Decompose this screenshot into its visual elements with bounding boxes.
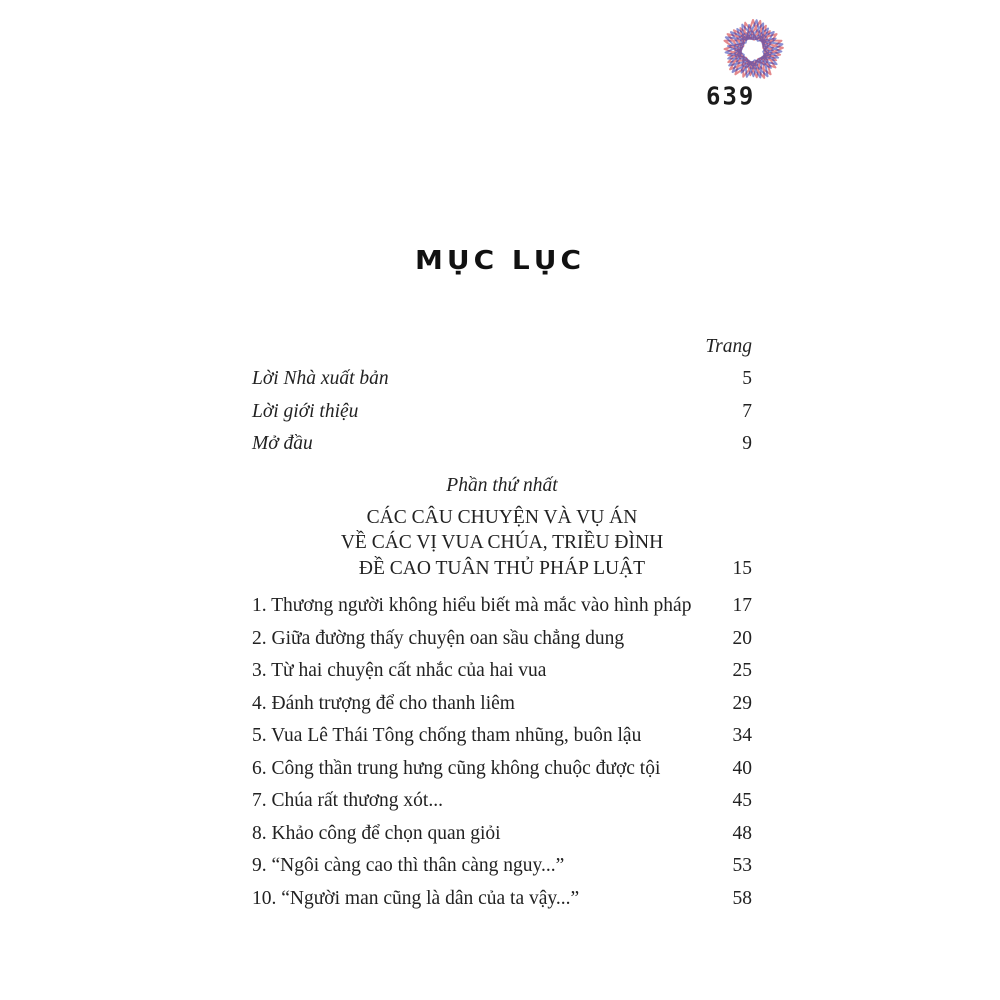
- toc-entry-page: 40: [732, 757, 752, 779]
- toc-entry-row: [252, 623, 752, 656]
- toc-entry-page: 25: [732, 660, 752, 681]
- toc-entry-page: 53: [732, 855, 752, 876]
- toc-entry-page: 34: [732, 725, 752, 746]
- toc-entry-row: [252, 753, 752, 786]
- toc-entry-row: [252, 785, 752, 818]
- toc-entry-label: 9. “Ngôi càng cao thì thân càng nguy...”: [252, 855, 565, 876]
- toc-entry-page: 20: [732, 627, 752, 649]
- section-title-line: VỀ CÁC VỊ VUA CHÚA, TRIỀU ĐÌNH: [340, 532, 664, 553]
- toc-entry-label: 6. Công thần trung hưng cũng không chuộc được tội: [252, 757, 661, 779]
- toc-entry-page: 29: [732, 692, 752, 714]
- toc-entry-page: 7: [742, 400, 752, 422]
- toc-entry-label: 8. Khảo công để chọn quan giỏi: [252, 822, 501, 844]
- toc-entry-row: [252, 720, 752, 753]
- section-part-label: Phần thứ nhất: [446, 474, 558, 496]
- toc-entry-page: 58: [732, 887, 752, 909]
- toc-entry-row: [252, 590, 752, 623]
- star-burst-icon: [705, 12, 801, 88]
- section-page-number: 15: [732, 557, 752, 579]
- toc-entry-label: 1. Thương người không hiểu biết mà mắc vào hình pháp: [252, 595, 692, 616]
- section-title: [252, 505, 752, 582]
- toc-entries: [252, 590, 752, 915]
- section-title-line: ĐỀ CAO TUÂN THỦ PHÁP LUẬT: [358, 557, 646, 579]
- page-column-header: Trang: [705, 336, 752, 357]
- toc-section-heading: [252, 471, 752, 582]
- toc-front-matter-row: [252, 428, 752, 461]
- toc-front-matter-row: [252, 363, 752, 396]
- section-title-line: CÁC CÂU CHUYỆN VÀ VỤ ÁN: [366, 506, 638, 528]
- toc-entry-row: [252, 688, 752, 721]
- toc-entry-page: 48: [732, 822, 752, 844]
- publisher-logo: [698, 12, 808, 111]
- toc-entry-page: 9: [742, 433, 752, 454]
- toc-entry-label: Lời giới thiệu: [252, 400, 359, 422]
- page-title: MỤC LỤC: [414, 245, 586, 276]
- toc-entry-row: [252, 850, 752, 883]
- toc-entry-label: Lời Nhà xuất bản: [252, 368, 389, 389]
- toc-front-matter-row: [252, 396, 752, 429]
- table-of-contents: [252, 330, 752, 915]
- toc-entry-label: Mở đầu: [252, 433, 313, 454]
- toc-entry-row: [252, 883, 752, 916]
- toc-entry-row: [252, 655, 752, 688]
- toc-entry-row: [252, 818, 752, 851]
- toc-entry-label: 10. “Người man cũng là dân của ta vậy...”: [252, 887, 580, 909]
- toc-entry-label: 7. Chúa rất thương xót...: [252, 790, 443, 811]
- toc-entry-page: 45: [732, 790, 752, 811]
- toc-entry-label: 5. Vua Lê Thái Tông chống tham nhũng, buôn lậu: [252, 725, 642, 746]
- toc-entry-label: 2. Giữa đường thấy chuyện oan sầu chẳng dung: [252, 627, 625, 649]
- toc-entry-page: 5: [742, 368, 752, 389]
- toc-entry-page: 17: [732, 595, 752, 616]
- toc-entry-label: 3. Từ hai chuyện cất nhắc của hai vua: [252, 660, 547, 681]
- toc-entry-label: 4. Đánh trượng để cho thanh liêm: [252, 692, 515, 714]
- logo-number: 639: [706, 81, 756, 111]
